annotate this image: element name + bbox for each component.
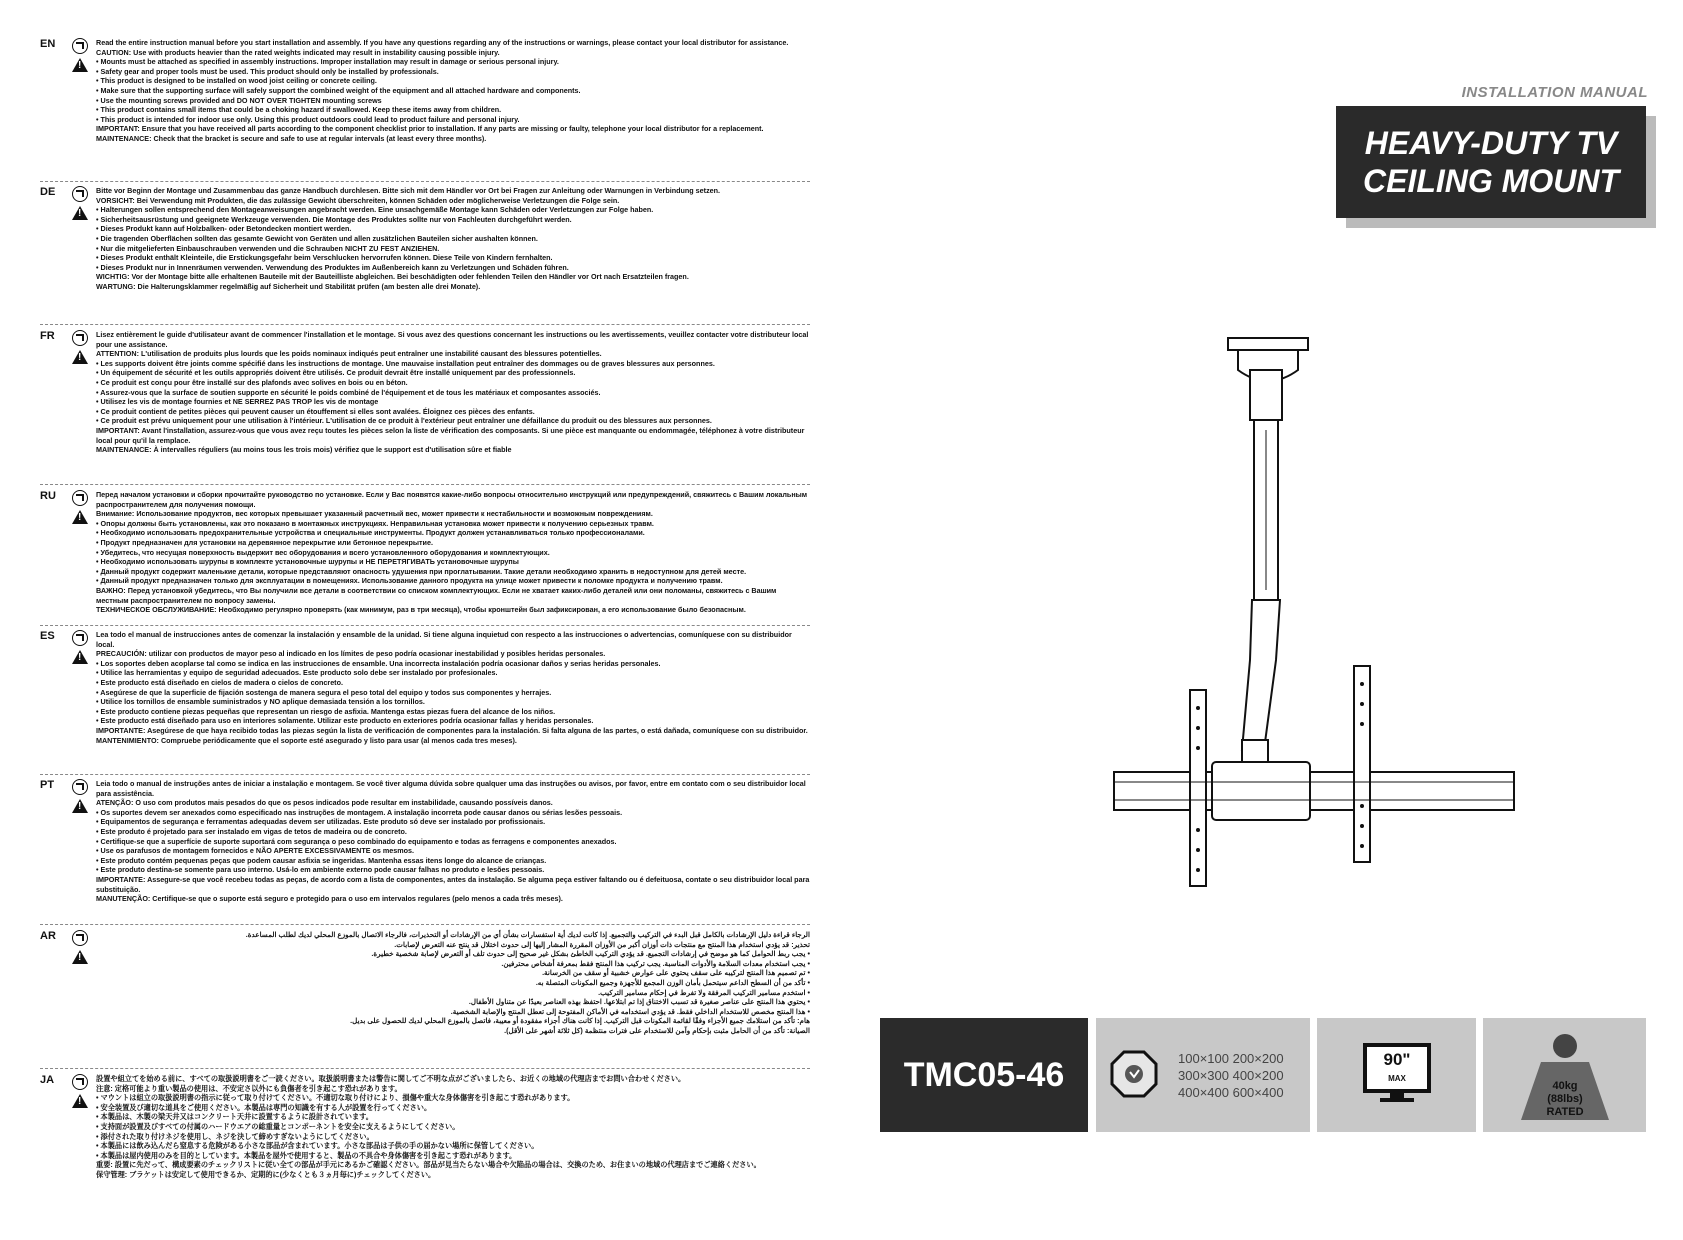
maintenance-text: MAINTENANCE: Check that the bracket is secure and safe to use at regular intervals (at least every three months). (96, 133, 487, 143)
important-text: IMPORTANT: Avant l'installation, assurez-vous que vous avez reçu toutes les pièces selon la liste de vérification des composants. Si une pièce est manquante ou endommagée, téléphonez à votre distributeur local pour qu'il la remplace. (96, 425, 805, 445)
vesa-sizes (1178, 1050, 1284, 1101)
important-text: هام: تأكد من استلامك جميع الأجزاء وفقًا لقائمة المكونات قبل التركيب. إذا كانت هناك أجزاء مفقودة أو معيبة، فاتصل بالموزع المحلي لديك للحصول على بديل. (350, 1016, 810, 1026)
maintenance-text: الصيانة: تأكد من أن الحامل مثبت بإحكام وآمن للاستخدام على فترات منتظمة (كل ثلاثة أشهر على الأقل). (504, 1025, 810, 1035)
section-body (96, 630, 810, 745)
section-body (96, 186, 810, 292)
list-item: • Необходимо использовать шурупы в комплекте установочные шурупы и НЕ ПЕРЕТЯГИВАТЬ установочные шурупы (96, 557, 810, 567)
caution-text: PRECAUCIÓN: utilizar con productos de mayor peso al indicado en los límites de peso podría ocasionar inestabilidad y posibles heridas personales. (96, 649, 606, 659)
divider (40, 924, 810, 925)
title-line-1: HEAVY-DUTY TV (1364, 125, 1618, 161)
bullet-list (96, 949, 810, 1016)
instructions-column (40, 38, 810, 1228)
lang-code: RU (40, 490, 56, 502)
important-text: WICHTIG: Vor der Montage bitte alle erhaltenen Bauteile mit der Bauteilliste abgleichen. Bei beschädigten oder fehlenden Teilen den Händler vor Ort nach Ersatzteilen fragen. (96, 272, 689, 282)
caution-text: ATENÇÃO: O uso com produtos mais pesados do que os pesos indicados pode resultar em instabilidade, causando possíveis danos. (96, 798, 553, 808)
model-number: TMC05-46 (880, 1018, 1088, 1132)
caution-text: VORSICHT: Bei Verwendung mit Produkten, die das zulässige Gewicht überschreiten, können Schäden oder möglicherweise Verletzungen die Folge sein. (96, 195, 620, 205)
read-manual-icon (72, 630, 88, 646)
list-item: • 本製品は屋内使用のみを目的としています。本製品を屋外で使用すると、製品の不具合や身体傷害を引き起こす恐れがあります。 (96, 1151, 810, 1161)
max-screen-size: 90" (1383, 1050, 1411, 1069)
warning-icon (72, 58, 88, 72)
warning-icon (72, 650, 88, 664)
important-text: IMPORTANTE: Assegure-se que você recebeu todas as peças, de acordo com a lista de componentes, antes da instalação. Se alguma peça estiver faltando ou é defeituosa, contate o seu distribuidor local para substituição. (96, 874, 810, 894)
list-item: • Убедитесь, что несущая поверхность выдержит вес оборудования и всего установленного оборудования и комплектующих. (96, 548, 810, 558)
list-item: • Продукт предназначен для установки на деревянное перекрытие или бетонное перекрытие. (96, 538, 810, 548)
divider (40, 1068, 810, 1069)
list-item: • Los soportes deben acoplarse tal como se indica en las instrucciones de ensamble. Una incorrecta instalación podría ocasionar daños y serias heridas personales. (96, 659, 810, 669)
intro-text: الرجاء قراءة دليل الإرشادات بالكامل قبل البدء في التركيب والتجميع. إذا كانت لديك أية استفسارات بشأن أي من الإرشادات أو التحذيرات، فالرجاء الاتصال بالموزع المحلي لديك لطلب المساعدة. (245, 930, 810, 939)
list-item: • Ce produit est conçu pour être installé sur des plafonds avec solives en bois ou en béton. (96, 378, 810, 388)
list-item: • 添付された取り付けネジを使用し、ネジを決して締めすぎないようにしてください。 (96, 1132, 810, 1142)
weight-kg: 40kg (1552, 1080, 1578, 1092)
list-item: • Este produto é projetado para ser instalado em vigas de tetos de madeira ou de concreto. (96, 827, 810, 837)
vesa-pattern-icon (1110, 1050, 1158, 1098)
list-item: • Este producto contiene piezas pequeñas que representan un riesgo de asfixia. Mantenga estas piezas fuera del alcance de los niños. (96, 707, 810, 717)
list-item: • Un équipement de sécurité et les outils appropriés doivent être utilisés. Ce produit devrait être installé uniquement par des professionnels. (96, 368, 810, 378)
list-item: • This product is designed to be installed on wood joist ceiling or concrete ceiling. (96, 76, 810, 86)
list-item: • تأكد من أن السطح الداعم سيتحمل بأمان الوزن المجمع للأجهزة وجميع المكونات المتصلة به. (96, 978, 810, 988)
list-item: • Asegúrese de que la superficie de fijación sostenga de manera segura el peso total del equipo y todos sus componentes y herrajes. (96, 688, 810, 698)
maintenance-text: MAINTENANCE: À intervalles réguliers (au moins tous les trois mois) vérifiez que le support est d'utilisation sûre et fiable (96, 445, 512, 455)
page-title (1336, 106, 1646, 218)
vesa-row: 400×400 600×400 (1178, 1085, 1284, 1100)
caution-text: ATTENTION: L'utilisation de produits plus lourds que les poids nominaux indiqués peut entraîner une instabilité causant des blessures potentielles. (96, 349, 602, 359)
bullet-list (96, 519, 810, 586)
list-item: • Certifique-se que a superfície de suporte suportará com segurança o peso combinado do equipamento e todas as ferragens e componentes anexados. (96, 837, 810, 847)
list-item: • Данный продукт предназначен только для эксплуатации в помещениях. Использование данного продукта на улице может привести к поломке продукта и получению травм. (96, 576, 810, 586)
maintenance-text: 保守管理: ブラケットは安定して使用できるか、定期的に(少なくとも３ヵ月毎に)チェックしてください。 (96, 1169, 436, 1179)
list-item: • 安全装置及び適切な道具をご使用ください。本製品は専門の知識を有する人が設置を行ってください。 (96, 1103, 810, 1113)
section-body (96, 490, 810, 615)
list-item: • Dieses Produkt enthält Kleinteile, die Erstickungsgefahr beim Verschlucken hervorrufen können. Diese Teile von Kindern fernhalten. (96, 253, 810, 263)
bullet-list (96, 659, 810, 726)
lang-code: AR (40, 930, 56, 942)
list-item: • Ce produit est prévu uniquement pour une utilisation à l'intérieur. L'utilisation de ce produit à l'extérieur peut entraîner une défaillance du produit ou des blessures aux personnes. (96, 416, 810, 426)
list-item: • يجب ربط الحوامل كما هو موضح في إرشادات التجميع. قد يؤدي التركيب الخاطئ بشكل غير صحيح إلى حدوث تلف أو التعرض لإصابة شخصية خطيرة. (96, 949, 810, 959)
list-item: • Os suportes devem ser anexados como especificado nas instruções de montagem. A instalação incorreta pode causar danos ou sérias lesões pessoais. (96, 808, 810, 818)
read-manual-icon (72, 186, 88, 202)
caution-text: تحذير: قد يؤدي استخدام هذا المنتج مع منتجات ذات أوزان أكبر من الأوزان المقررة المشار إليها إلى حدوث اختلال قد ينتج عنه التعرض لإصابات. (394, 939, 810, 949)
list-item: • Este produto contém pequenas peças que podem causar asfixia se ingeridas. Mantenha essas itens longe do alcance de crianças. (96, 856, 810, 866)
list-item: • تم تصميم هذا المنتج لتركيبه على سقف يحتوي على عوارض خشبية أو سقف من الخرسانة. (96, 968, 810, 978)
vesa-row: 300×300 400×200 (1178, 1068, 1284, 1083)
list-item: • Use os parafusos de montagem fornecidos e NÃO APERTE EXCESSIVAMENTE os mesmos. (96, 846, 810, 856)
caution-text: 注意: 定格可能より重い製品の使用は、不安定さ以外にも負傷者を引き起こす恐れがあります。 (96, 1083, 402, 1093)
important-text: IMPORTANTE: Asegúrese de que haya recibido todas las piezas según la lista de verificación de componentes para la instalación. Si falta alguna de las partes, o está dañada, comuníquese con su distribuidor. (96, 725, 808, 735)
section-body (96, 1074, 810, 1180)
list-item: • This product is intended for indoor use only. Using this product outdoors could lead to product failure and personal injury. (96, 115, 810, 125)
weight-rating (1517, 1080, 1613, 1119)
section-body (96, 779, 810, 904)
list-item: • Die tragenden Oberflächen sollten das gesamte Gewicht von Geräten und allen zusätzlichen Bauteilen sicher aushalten können. (96, 234, 810, 244)
list-item: • マウントは組立の取扱説明書の指示に従って取り付けてください。不適切な取り付けにより、損傷や重大な身体傷害を引き起こす恐れがあります。 (96, 1093, 810, 1103)
read-manual-icon (72, 1074, 88, 1090)
divider (40, 625, 810, 626)
warning-icon (72, 510, 88, 524)
bullet-list (96, 1093, 810, 1160)
list-item: • Use the mounting screws provided and DO NOT OVER TIGHTEN mounting screws (96, 96, 810, 106)
read-manual-icon (72, 38, 88, 54)
list-item: • Mounts must be attached as specified in assembly instructions. Improper installation may result in damage or serious personal injury. (96, 57, 810, 67)
read-manual-icon (72, 930, 88, 946)
read-manual-icon (72, 490, 88, 506)
list-item: • Nur die mitgelieferten Einbauschrauben verwenden und die Schrauben NICHT ZU FEST ANZIEHEN. (96, 244, 810, 254)
list-item: • 本製品には飲み込んだら窒息する危険がある小さな部品が含まれています。小さな部品は子供の手の届かない場所に保管してください。 (96, 1141, 810, 1151)
intro-text: Lisez entièrement le guide d'utilisateur avant de commencer l'installation et le montage. Si vous avez des questions concernant les instructions ou les avertissements, veuillez contacter votre distributeur local pour une assistance. (96, 330, 809, 349)
list-item: • Данный продукт содержит маленькие детали, которые представляют опасность удушения при проглатывании. Такие детали необходимо хранить в недоступном для детей месте. (96, 567, 810, 577)
vesa-spec-panel (1096, 1018, 1310, 1132)
list-item: • Assurez-vous que la surface de soutien supporte en sécurité le poids combiné de l'équipement et de tous les matériaux et composantes associés. (96, 388, 810, 398)
bullet-list (96, 205, 810, 272)
max-label: MAX (1388, 1074, 1406, 1083)
bullet-list (96, 57, 810, 124)
list-item: • Make sure that the supporting surface will safely support the combined weight of the equipment and all attached hardware and components. (96, 86, 810, 96)
warning-icon (72, 206, 88, 220)
read-manual-icon (72, 779, 88, 795)
bullet-list (96, 359, 810, 426)
list-item: • يجب استخدام معدات السلامة والأدوات المناسبة. يجب تركيب هذا المنتج فقط بمعرفة أشخاص محترفين. (96, 959, 810, 969)
list-item: • Опоры должны быть установлены, как это показано в монтажных инструкциях. Неправильная установка может привести к получению серьезных травм. (96, 519, 810, 529)
screen-size-panel (1317, 1018, 1476, 1132)
intro-text: Leia todo o manual de instruções antes de iniciar a instalação e montagem. Se você tiver alguma dúvida sobre qualquer uma das instruções ou avisos, por favor, entre em contato com o seu distribuidor local para assistência. (96, 779, 806, 798)
warning-icon (72, 350, 88, 364)
section-body (96, 38, 810, 144)
list-item: • استخدم مسامير التركيب المرفقة ولا تفرط في إحكام مسامير التركيب. (96, 988, 810, 998)
lang-code: FR (40, 330, 55, 342)
maintenance-text: MANTENIMIENTO: Compruebe periódicamente que el soporte esté asegurado y listo para usar (al menos cada tres meses). (96, 735, 517, 745)
important-text: 重要: 設置に先だって、構成要素のチェックリストに従い全ての部品が手元にあるかご確認ください。部品が見当たらない場合や欠陥品の場合は、交換のため、お住まいの地域の代理店までご連絡ください。 (96, 1160, 761, 1170)
lang-code: ES (40, 630, 55, 642)
maintenance-text: MANUTENÇÃO: Certifique-se que o suporte está seguro e protegido para o uso em intervalos regulares (pelo menos a cada três meses). (96, 894, 563, 904)
list-item: • Este producto está diseñado para uso en interiores solamente. Utilizar este producto en exteriores podría ocasionar fallas y heridas personales. (96, 716, 810, 726)
lang-code: DE (40, 186, 56, 198)
list-item: • يحتوي هذا المنتج على عناصر صغيرة قد تسبب الاختناق إذا تم ابتلاعها. احتفظ بهذه العناصر بعيدًا عن متناول الأطفال. (96, 997, 810, 1007)
section-body (96, 330, 810, 455)
list-item: • Utilisez les vis de montage fournies et NE SERREZ PAS TROP les vis de montage (96, 397, 810, 407)
list-item: • Sicherheitsausrüstung und geeignete Werkzeuge verwenden. Die Montage des Produktes sollte nur von Fachleuten durchgeführt werden. (96, 215, 810, 225)
title-line-2: CEILING MOUNT (1363, 163, 1619, 199)
weight-lbs: (88lbs) (1547, 1093, 1583, 1105)
manual-type-label: INSTALLATION MANUAL (1461, 84, 1648, 101)
list-item: • This product contains small items that could be a choking hazard if swallowed. Keep these items away from children. (96, 105, 810, 115)
divider (40, 181, 810, 182)
list-item: • Dieses Produkt nur in Innenräumen verwenden. Verwendung des Produktes im Außenbereich kann zu Verletzungen und Schäden führen. (96, 263, 810, 273)
section-body (96, 930, 810, 1036)
intro-text: Bitte vor Beginn der Montage und Zusammenbau das ganze Handbuch durchlesen. Bitte sich mit dem Händler vor Ort bei Fragen zur Anleitung oder Warnungen in Verbindung setzen. (96, 186, 721, 195)
divider (40, 484, 810, 485)
list-item: • هذا المنتج مخصص للاستخدام الداخلي فقط. قد يؤدي استخدامه في الأماكن المفتوحة إلى تعطل المنتج والإصابة الشخصية. (96, 1007, 810, 1017)
list-item: • Halterungen sollen entsprechend den Montageanweisungen angebracht werden. Eine unsachgemäße Montage kann Schäden oder Verletzungen zur Folge haben. (96, 205, 810, 215)
warning-icon (72, 950, 88, 964)
important-text: ВАЖНО: Перед установкой убедитесь, что Вы получили все детали в соответствии со списком комплектующих. Если не хватает каких-либо деталей или они поломаны, свяжитесь с Вашим местным распространителем по вопросу замены. (96, 585, 777, 605)
ceiling-mount-illustration (1100, 330, 1520, 890)
divider (40, 774, 810, 775)
maintenance-text: ТЕХНИЧЕСКОЕ ОБСЛУЖИВАНИЕ: Необходимо регулярно проверять (как минимум, раз в три месяца), чтобы кронштейн был зафиксирован, а его использование было безопасным. (96, 605, 746, 615)
intro-text: Lea todo el manual de instrucciones antes de comenzar la instalación y ensamble de la unidad. Si tiene alguna inquietud con respecto a las instrucciones o advertencias, comuníquese con su distribuidor local. (96, 630, 792, 649)
list-item: • Equipamentos de segurança e ferramentas adequadas devem ser utilizadas. Este produto só deve ser instalado por profissionais. (96, 817, 810, 827)
rated-label: RATED (1546, 1106, 1584, 1118)
list-item: • Les supports doivent être joints comme spécifié dans les instructions de montage. Une mauvaise installation peut entraîner des dommages ou de graves blessures aux personnes. (96, 359, 810, 369)
list-item: • Utilice las herramientas y equipo de seguridad adecuados. Este producto solo debe ser instalado por profesionales. (96, 668, 810, 678)
bullet-list (96, 808, 810, 875)
divider (40, 324, 810, 325)
list-item: • 支持面が設置及びすべての付属のハードウエアの総重量とコンポーネントを安全に支えるようにしてください。 (96, 1122, 810, 1132)
list-item: • Необходимо использовать предохранительные устройства и специальные инструменты. Продукт должен устанавливаться только профессионалами. (96, 528, 810, 538)
list-item: • Este producto está diseñado en cielos de madera o cielos de concreto. (96, 678, 810, 688)
list-item: • Dieses Produkt kann auf Holzbalken- oder Betondecken montiert werden. (96, 224, 810, 234)
intro-text: Перед началом установки и сборки прочитайте руководство по установке. Если у Вас появятся какие-либо вопросы относительно инструкций или предупреждений, свяжитесь с Вашим локальным распространителем для получения помощи. (96, 490, 808, 509)
caution-text: Внимание: Использование продуктов, вес которых превышает указанный расчетный вес, может привести к нестабильности и возможным повреждениям. (96, 509, 653, 519)
list-item: • Este produto destina-se somente para uso interno. Usá-lo em ambiente externo pode causar falhas no produto e lesões pessoais. (96, 865, 810, 875)
warning-icon (72, 1094, 88, 1108)
weight-rating-panel (1483, 1018, 1646, 1132)
intro-text: Read the entire instruction manual before you start installation and assembly. If you have any questions regarding any of the instructions or warnings, please contact your local distributor for assistance. (96, 38, 789, 47)
list-item: • Ce produit contient de petites pièces qui peuvent causer un étouffement si elles sont avalées. Éloignez ces pièces des enfants. (96, 407, 810, 417)
important-text: IMPORTANT: Ensure that you have received all parts according to the component checklist prior to installation. If any parts are missing or faulty, telephone your local distributor for a replacement. (96, 124, 764, 134)
list-item: • Utilice los tornillos de ensamble suministrados y NO aplique demasiada tensión a los tornillos. (96, 697, 810, 707)
lang-code: EN (40, 38, 56, 50)
lang-code: PT (40, 779, 55, 791)
warning-icon (72, 799, 88, 813)
lang-code: JA (40, 1074, 55, 1086)
vesa-row: 100×100 200×200 (1178, 1051, 1284, 1066)
read-manual-icon (72, 330, 88, 346)
list-item: • Safety gear and proper tools must be used. This product should only be installed by professionals. (96, 67, 810, 77)
caution-text: CAUTION: Use with products heavier than the rated weights indicated may result in instability causing possible injury. (96, 47, 500, 57)
list-item: • 本製品は、木製の梁天井又はコンクリート天井に設置するように設計されています。 (96, 1112, 810, 1122)
intro-text: 設置や組立てを始める前に、すべての取扱説明書をご一読ください。取扱説明書または警告に関してご不明な点がございましたら、お近くの地域の代理店までお問い合わせください。 (96, 1074, 686, 1083)
maintenance-text: WARTUNG: Die Halterungsklammer regelmäßig auf Sicherheit und Stabilität prüfen (am besten alle drei Monate). (96, 281, 481, 291)
